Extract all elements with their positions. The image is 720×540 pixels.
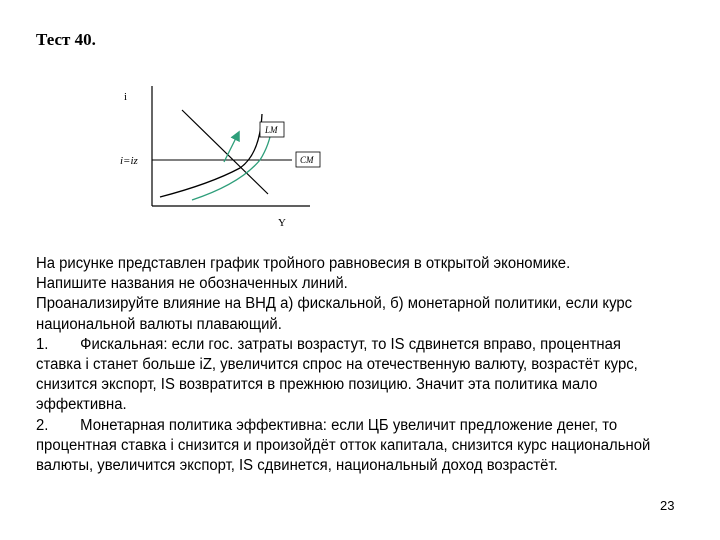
body-text — [36, 254, 670, 476]
lm-label: LM — [265, 125, 278, 135]
item-number: 2. — [36, 416, 49, 434]
list-item-fiscal — [36, 335, 670, 416]
item-text: Фискальная: если гос. затраты возрастут, то IS сдвинется вправо, процентная ставка i станет больше iZ, увеличится спрос на отечественную валюту, возрастёт курс, снизится экспорт, IS возвратится в прежнюю позицию. Значит эта политика мало эффективна. — [36, 335, 638, 414]
paragraph-question: Проанализируйте влияние на ВНД а) фискальной, б) монетарной политики, если курс национальной валюты плавающий. — [36, 295, 633, 333]
triple-equilibrium-diagram — [110, 82, 350, 232]
test-title: Тест 40. — [36, 30, 96, 49]
cm-label: CM — [300, 155, 314, 165]
y-axis-label: i — [124, 91, 128, 103]
list-item-monetary — [36, 416, 670, 477]
is-line — [182, 110, 268, 194]
page-number: 23 — [660, 498, 675, 513]
item-number: 1. — [36, 335, 49, 353]
x-axis-label: Y — [278, 217, 286, 229]
rate-label: i=iz — [120, 155, 138, 167]
lm-curve — [160, 114, 262, 197]
item-text: Монетарная политика эффективна: если ЦБ увеличит предложение денег, то процентная ставка i снизится и произойдёт отток капитала, снизится курс национальной валюты, увеличится экспорт, IS сдвинется, национальный доход возрастёт. — [36, 416, 651, 475]
paragraph-task: Напишите названия не обозначенных линий. — [36, 275, 348, 293]
paragraph-intro: На рисунке представлен график тройного равновесия в открытой экономике. — [36, 255, 571, 272]
